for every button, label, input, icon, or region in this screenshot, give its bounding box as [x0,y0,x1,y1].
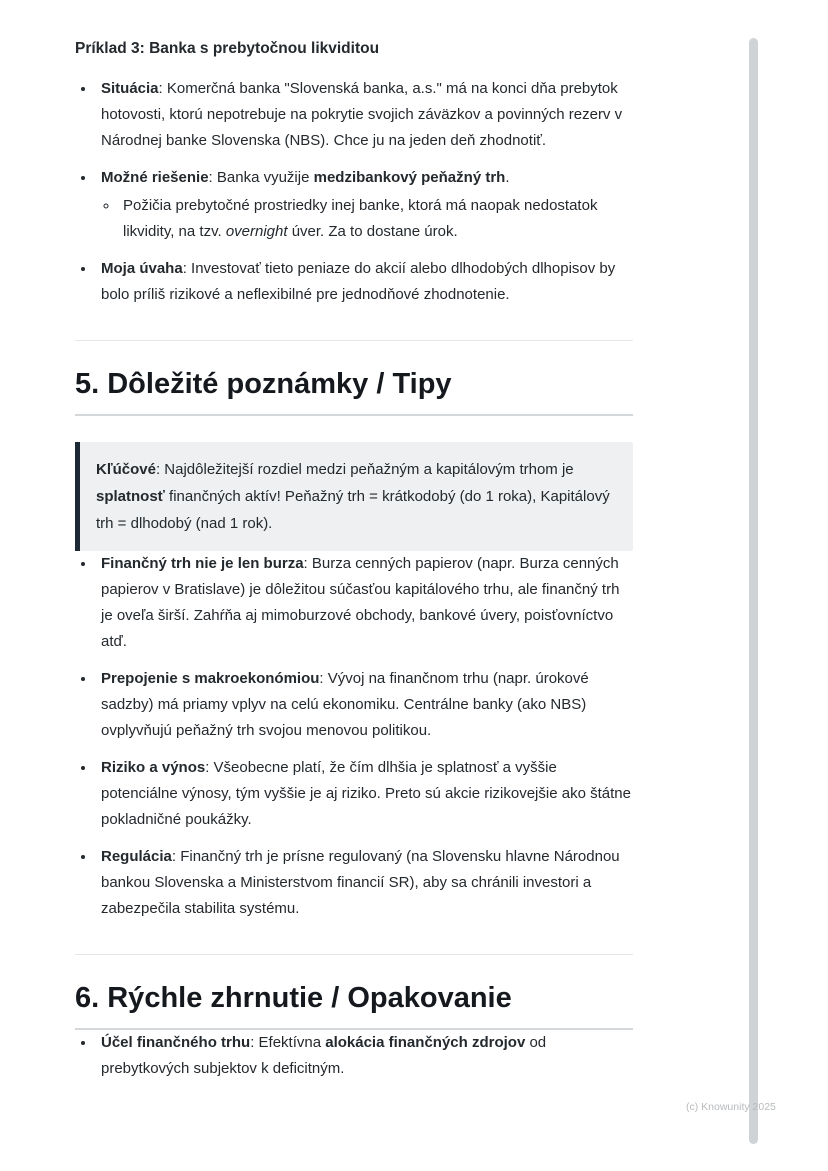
list-item [96,755,633,833]
example-bullet-list [75,76,633,308]
bullet-text-bold: medzibankový peňažný trh [313,169,506,186]
bullet-text: : Všeobecne platí, že čím dlhšia je splatnosť a vyššie potenciálne výnosy, tým vyššie je aj riziko. Preto sú akcie rizikovejšie ako štátne pokladničné poukážky. [101,759,631,828]
bullet-text: : Komerčná banka "Slovenská banka, a.s." má na konci dňa prebytok hotovosti, ktorú nepotrebuje na pokrytie svojich záväzkov a povinných rezerv v Národnej banke Slovenska (NBS). Chce ju na jeden deň zhodnotiť. [101,80,623,149]
callout-text [96,456,613,537]
bullet-text: : Banka využije [208,169,314,186]
bullet-text-bold: alokácia finančných zdrojov [325,1034,526,1051]
watermark: (c) Knowunity 2025 [686,1101,776,1113]
list-item [96,76,633,154]
callout-bold: splatnosť [96,488,165,505]
bullet-term: Prepojenie s makroekonómiou [101,670,320,687]
example-3-heading: Príklad 3: Banka s prebytočnou likviditou [75,40,380,57]
bullet-term: Finančný trh nie je len burza [101,555,304,572]
section-6-heading: 6. Rýchle zhrnutie / Opakovanie [75,981,633,1030]
section-divider [75,340,633,341]
bullet-text: úver. Za to dostane úrok. [287,223,458,240]
section-divider [75,954,633,955]
list-item [96,256,633,308]
list-item [96,165,633,245]
bullet-term: Účel finančného trhu [101,1034,251,1051]
list-item [96,844,633,922]
bullet-text: : Vývoj na finančnom trhu (napr. úrokové sadzby) má priamy vplyv na celú ekonomiku. Centrálne banky (ako NBS) ovplyvňujú peňažný trh svojou menovou politikou. [101,670,589,739]
bullet-term: Moja úvaha [101,260,183,277]
bullet-term: Situácia [101,80,159,97]
bullet-term: Možné riešenie [101,169,209,186]
page-content [75,40,633,1082]
bullet-term: Regulácia [101,848,172,865]
bullet-text-italic: overnight [225,223,288,240]
bullet-text: : Investovať tieto peniaze do akcií alebo dlhodobých dlhopisov by bolo príliš rizikové a neflexibilné pre jednodňové zhodnotenie. [101,260,616,303]
scrollbar-thumb[interactable] [749,38,758,1144]
list-item [96,551,633,655]
bullet-text: . [505,169,510,186]
section-5-heading: 5. Dôležité poznámky / Tipy [75,367,633,416]
sub-list-item [119,193,633,245]
list-item [96,1030,633,1082]
bullet-text: : Efektívna [250,1034,326,1051]
summary-bullet-list [75,1030,633,1082]
sub-bullet-list [101,193,633,245]
callout-term: Kľúčové [96,461,156,478]
callout-body: : Najdôležitejší rozdiel medzi peňažným a kapitálovým trhom je [155,461,574,478]
notes-bullet-list [75,551,633,922]
bullet-text: : Finančný trh je prísne regulovaný (na Slovensku hlavne Národnou bankou Slovenska a Ministerstvom financií SR), aby sa chránili investori a zabezpečila stabilita systému. [101,848,620,917]
bullet-term: Riziko a výnos [101,759,206,776]
bullet-text: od prebytkových subjektov k deficitným. [101,1034,547,1077]
bullet-text: Požičia prebytočné prostriedky inej banke, ktorá má naopak nedostatok likvidity, na tzv. [123,197,598,240]
key-note-callout [75,442,633,551]
bullet-text: : Burza cenných papierov (napr. Burza cenných papierov v Bratislave) je dôležitou súčasťou kapitálového trhu, ale finančný trh je oveľa širší. Zahŕňa aj mimoburzové obchody, bankové úvery, poisťovníctvo atď. [101,555,620,650]
list-item [96,666,633,744]
callout-body: finančných aktív! Peňažný trh = krátkodobý (do 1 roka), Kapitálový trh = dlhodobý (nad 1 rok). [96,488,610,532]
